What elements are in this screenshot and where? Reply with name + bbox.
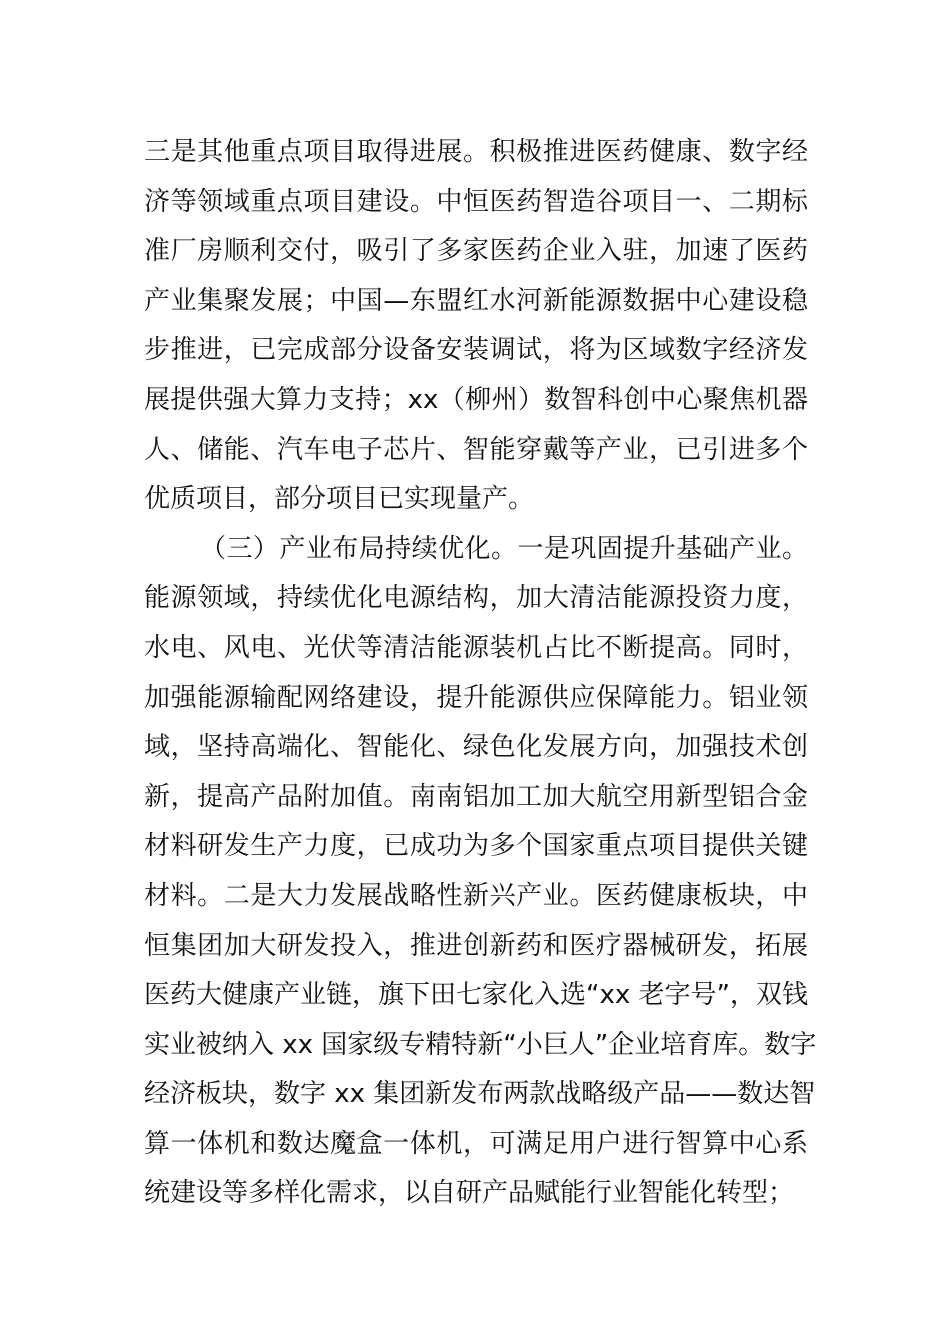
paragraph-line: 准厂房顺利交付，吸引了多家医药企业入驻，加速了医药 <box>144 236 808 267</box>
paragraph-line: 算一体机和数达魔盒一体机，可满足用户进行智算中心系 <box>144 1128 808 1159</box>
paragraph-line: 材料。二是大力发展战略性新兴产业。医药健康板块，中 <box>144 880 808 911</box>
paragraph-line: 域，坚持高端化、智能化、绿色化发展方向，加强技术创 <box>144 732 808 763</box>
section-heading-line: （三）产业布局持续优化。一是巩固提升基础产业。 <box>200 533 808 564</box>
paragraph-line: 新，提高产品附加值。南南铝加工加大航空用新型铝合金 <box>144 781 808 812</box>
paragraph-line: 医药大健康产业链，旗下田七家化入选“xx 老字号”，双钱 <box>144 980 808 1011</box>
paragraph-line: 三是其他重点项目取得进展。积极推进医药健康、数字经 <box>144 137 808 167</box>
paragraph-line: 步推进，已完成部分设备安装调试，将为区域数字经济发 <box>144 335 808 366</box>
paragraph-line: 恒集团加大研发投入，推进创新药和医疗器械研发，拓展 <box>144 930 808 961</box>
paragraph-line: 材料研发生产力度，已成功为多个国家重点项目提供关键 <box>144 831 808 862</box>
body-text <box>144 128 817 1219</box>
paragraph-line: 加强能源输配网络建设，提升能源供应保障能力。铝业领 <box>144 682 808 713</box>
paragraph-line: 产业集聚发展；中国—东盟红水河新能源数据中心建设稳 <box>144 285 808 316</box>
paragraph-line: 济等领域重点项目建设。中恒医药智造谷项目一、二期标 <box>144 186 808 217</box>
paragraph-line: 能源领域，持续优化电源结构，加大清洁能源投资力度， <box>144 583 808 614</box>
paragraph-line: 人、储能、汽车电子芯片、智能穿戴等产业，已引进多个 <box>144 434 808 465</box>
paragraph-line: 统建设等多样化需求，以自研产品赋能行业智能化转型； <box>144 1178 795 1209</box>
paragraph-line: 水电、风电、光伏等清洁能源装机占比不断提高。同时， <box>144 632 808 663</box>
paragraph-line: 经济板块，数字 xx 集团新发布两款战略级产品——数达智 <box>144 1079 816 1110</box>
paragraph-line: 优质项目，部分项目已实现量产。 <box>144 484 535 515</box>
paragraph-line: 实业被纳入 xx 国家级专精特新“小巨人”企业培育库。数字 <box>144 1029 817 1060</box>
paragraph-line: 展提供强大算力支持；xx（柳州）数智科创中心聚焦机器 <box>144 384 808 415</box>
